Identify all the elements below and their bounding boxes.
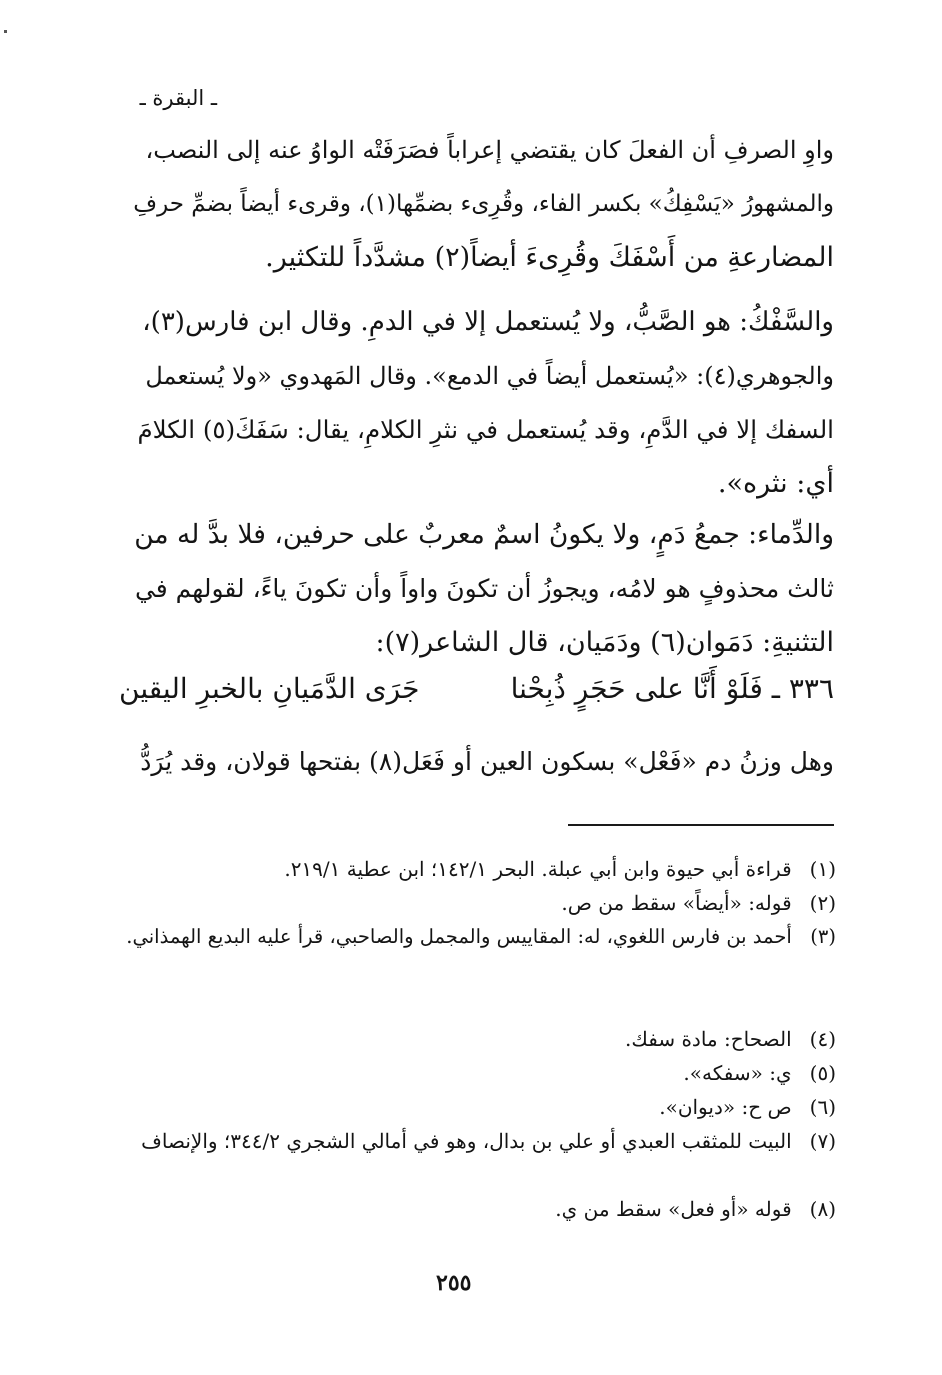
text-line: ثالث محذوفٍ هو لامُه، ويجوزُ أن تكونَ واواً وأن تكونَ ياءً، لقولهم في — [134, 574, 834, 603]
footnote-number: (٨) — [809, 1197, 836, 1221]
footnote-text — [116, 988, 836, 1022]
footnote-text: ي: «سفكه». — [683, 1061, 792, 1085]
paragraph-4 — [134, 735, 834, 789]
page-number: ٢٥٥ — [436, 1270, 472, 1296]
footnote-number: (٤) — [809, 1027, 836, 1051]
text-line: التثنيةِ: دَمَوان(٦) ودَمَيان، قال الشاعر(٧): — [375, 627, 834, 658]
footnote-text: البيت للمثقب العبدي أو علي بن بدال، وهو في أمالي الشجري ٣٤٤/٢؛ والإنصاف — [141, 1129, 792, 1153]
footnote-text: ص ح: «ديوان». — [659, 1095, 792, 1119]
footnote-number: (٣) — [810, 925, 836, 948]
verse-first-half — [511, 662, 834, 716]
scan-mark — [4, 30, 7, 33]
footnote-number: (٧) — [809, 1129, 836, 1153]
verse-hemistich-2: جَرَى الدَّمَيانِ بالخبرِ اليقين — [119, 672, 420, 705]
footnote — [116, 920, 836, 1022]
verse-number: ٣٣٦ ـ — [771, 672, 834, 705]
footnotes — [116, 852, 836, 1226]
paragraph-1 — [134, 123, 834, 285]
footnote — [116, 1022, 836, 1056]
footnote-separator — [568, 824, 834, 826]
footnote-number: (٢) — [809, 891, 836, 915]
footnote-text: قوله «أو فعل» سقط من ي. — [555, 1197, 792, 1221]
footnote-text — [116, 1158, 836, 1192]
footnote — [116, 1124, 836, 1192]
paragraph-2 — [134, 295, 834, 511]
text-line: أي: نثره». — [717, 468, 834, 499]
footnote-number: (٦) — [809, 1095, 836, 1119]
text-line: السفك إلا في الدَّمِ، وقد يُستعمل في نثرِ الكلامِ، يقال: سَفَكَ(٥) الكلامَ — [137, 415, 834, 444]
text-line: المضارعةِ من أَسْفَكَ وقُرِىءَ أيضاً(٢) مشدَّداً للتكثير. — [265, 242, 834, 273]
footnote — [116, 1056, 836, 1090]
running-header: ـ البقرة ـ — [139, 86, 217, 110]
footnote-number: (١) — [809, 857, 836, 881]
text-line: والمشهورُ «يَسْفِكُ» بكسر الفاء، وقُرِىء بضمِّها(١)، وقرىء أيضاً بضمِّ حرفِ — [133, 191, 834, 217]
footnote — [116, 886, 836, 920]
paragraph-3 — [134, 508, 834, 670]
footnote-text: قوله: «أيضاً» سقط من ص. — [561, 891, 792, 915]
poetry-verse — [119, 662, 834, 716]
verse-hemistich-1: فَلَوْ أَنَّا على حَجَرٍ ذُبِحْنا — [510, 672, 763, 705]
text-line: وهل وزنُ دم «فَعْل» بسكون العين أو فَعَل(٨) بفتحها قولان، وقد يُرَدُّ — [140, 747, 834, 776]
footnote — [116, 852, 836, 886]
footnote-text: الصحاح: مادة سفك. — [625, 1027, 792, 1051]
text-line: والجوهري(٤): «يُستعمل أيضاً في الدمع». وقال المَهدوي «ولا يُستعمل — [145, 362, 834, 390]
footnote-number: (٥) — [809, 1061, 836, 1085]
text-line: والدِّماء: جمعُ دَمٍ، ولا يكونُ اسمٌ معربٌ على حرفين، فلا بدَّ له من — [134, 519, 834, 550]
text-line: والسَّفْكُ: هو الصَّبُّ، ولا يُستعمل إلا في الدمِ. وقال ابن فارس(٣)، — [142, 307, 834, 337]
footnote — [116, 1090, 836, 1124]
footnote-text — [116, 954, 836, 988]
footnote-text: أحمد بن فارس اللغوي، له: المقاييس والمجمل والصاحبي، قرأ عليه البديع الهمذاني. — [126, 925, 792, 948]
footnote — [116, 1192, 836, 1226]
text-line: واوِ الصرفِ أن الفعلَ كان يقتضي إعراباً فصَرَفَتْه الواوُ عنه إلى النصب، — [145, 136, 834, 164]
footnote-text: قراءة أبي حيوة وابن أبي عبلة. البحر ١٤٢/١؛ ابن عطية ٢١٩/١. — [284, 857, 792, 881]
